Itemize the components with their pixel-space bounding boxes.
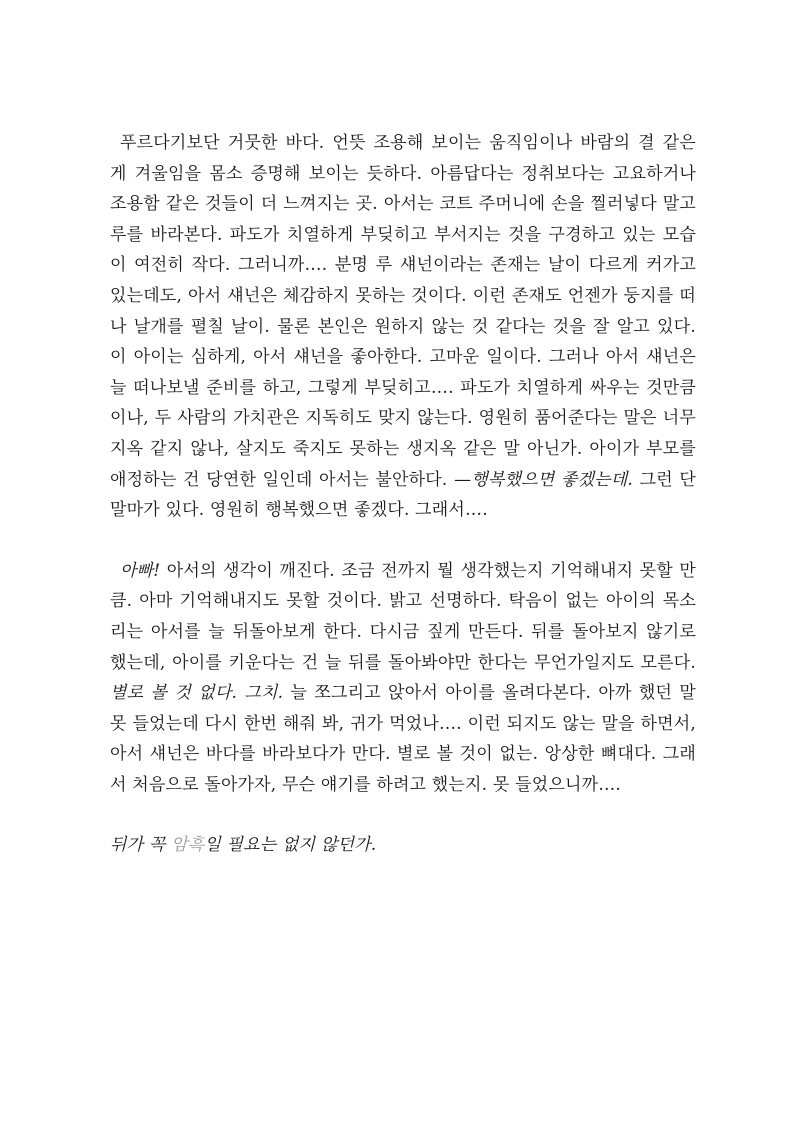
closing-part-b: 일 필요는 없지 않던가. — [204, 835, 377, 856]
paragraph-1-text-b: 그런 단말마가 있다. 영원히 행복했으면 좋겠다. 그래서…. — [110, 469, 696, 521]
paragraph-1 — [110, 128, 696, 526]
closing-line — [110, 830, 696, 861]
document-body — [110, 128, 696, 861]
paragraph-2-emphasis-b: 별로 볼 것 없다. 그치. — [110, 683, 284, 704]
closing-faded-word: 암흑 — [171, 835, 205, 856]
paragraph-2 — [110, 556, 696, 801]
closing-part-a: 뒤가 꼭 — [110, 835, 172, 856]
paragraph-2-emphasis-a: 아빠! — [120, 560, 161, 581]
paragraph-2-text-b: 늘 쪼그리고 앉아서 아이를 올려다본다. 아까 했던 말 못 들었는데 다시 한번 해줘 봐, 귀가 먹었나…. 이런 되지도 않는 말을 하면서, 아서 섀넌은 바다를 바라보다가 만다. 별로 볼 것이 없는. 앙상한 뼈대다. 그래서 처음으로 돌아가자, 무슨 얘기를 하려고 했는지. 못 들었으니까…. — [110, 683, 696, 795]
paragraph-2-text-a: 아서의 생각이 깨진다. 조금 전까지 뭘 생각했는지 기억해내지 못할 만큼. 아마 기억해내지도 못할 것이다. 밝고 선명하다. 탁음이 없는 아이의 목소리는 아서를 늘 뒤돌아보게 한다. 다시금 짚게 만든다. 뒤를 돌아보지 않기로 했는데, 아이를 키운다는 건 늘 뒤를 돌아봐야만 한다는 무언가일지도 모른다. — [110, 560, 696, 673]
paragraph-1-text-a: 푸르다기보단 거뭇한 바다. 언뜻 조용해 보이는 움직임이나 바람의 결 같은 게 겨울임을 몸소 증명해 보이는 듯하다. 아름답다는 정취보다는 고요하거나 조용함 같은 것들이 더 느껴지는 곳. 아서는 코트 주머니에 손을 찔러넣다 말고 루를 바라본다. 파도가 치열하게 부딪히고 부서지는 것을 구경하고 있는 모습이 여전히 작다. 그러니까…. 분명 루 섀넌이라는 존재는 날이 다르게 커가고 있는데도, 아서 섀넌은 체감하지 못하는 것이다. 이런 존재도 언젠가 둥지를 떠나 날개를 펼칠 날이. 물론 본인은 원하지 않는 것 같다는 것을 잘 알고 있다. 이 아이는 심하게, 아서 섀넌을 좋아한다. 고마운 일이다. 그러나 아서 섀넌은 늘 떠나보낼 준비를 하고, 그렇게 부딪히고…. 파도가 치열하게 싸우는 것만큼이나, 두 사람의 가치관은 지독히도 맞지 않는다. 영원히 품어준다는 말은 너무 지옥 같지 않나, 살지도 죽지도 못하는 생지옥 같은 말 아닌가. 아이가 부모를 애정하는 건 당연한 일인데 아서는 불안하다. — [110, 133, 696, 490]
paragraph-1-emphasis: —행복했으면 좋겠는데. — [454, 469, 634, 490]
